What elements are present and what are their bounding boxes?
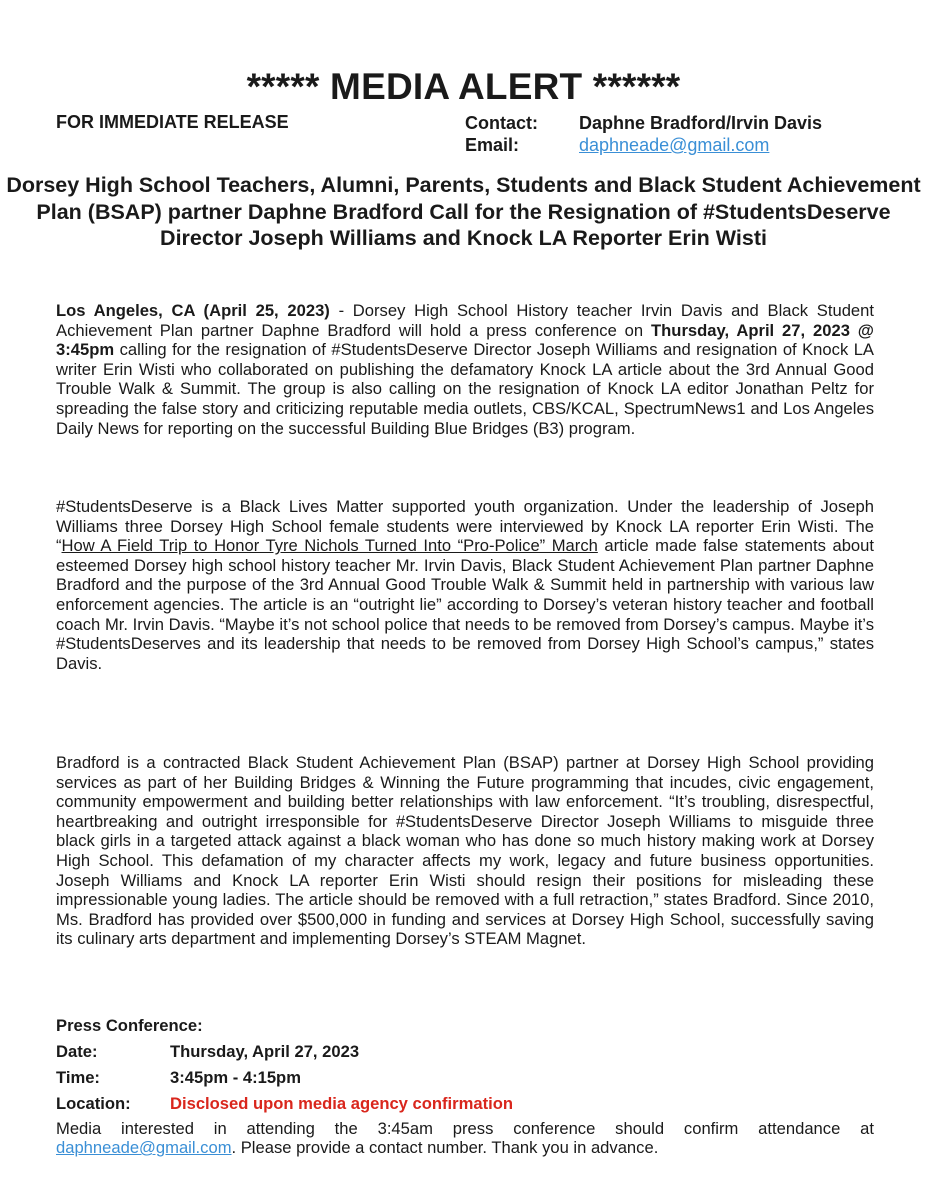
press-time-row bbox=[56, 1068, 513, 1094]
article-text-1: #StudentsDeserve is a Black Lives Matter supported youth organization. Under the leadership of Joseph Williams three Dorsey High School female students were interviewed by Knock LA reporter Erin Wisti. The “ bbox=[56, 497, 874, 556]
intro-text-1: - Dorsey High School History teacher Irvin Davis and Black Student Achievement Plan partner Daphne Bradford will hold a press conference on bbox=[56, 301, 875, 340]
email-row bbox=[465, 135, 822, 157]
press-conference-heading: Press Conference: bbox=[56, 1016, 203, 1035]
press-time-value: 3:45pm - 4:15pm bbox=[170, 1068, 301, 1087]
article-text-2: article made false statements about esteemed Dorsey high school history teacher Mr. Irvin Davis, Black Student Achievement Plan partner Daphne Bradford and the purpose of the 3rd Annual Good Trouble Walk & Summit held in partnership with various law enforcement agencies. The article is an “outright lie” according to Dorsey’s veteran history teacher and football coach Mr. Irvin Davis. “Maybe it’s not school police that needs to be removed from Dorsey’s campus. Maybe it’s #StudentsDeserves and its leadership that needs to be removed from Dorsey High School’s campus,” states Davis. bbox=[56, 536, 874, 673]
press-location-value: Disclosed upon media agency confirmation bbox=[170, 1094, 514, 1113]
article-title-link[interactable]: How A Field Trip to Honor Tyre Nichols Turned Into “Pro-Police” March bbox=[61, 536, 598, 556]
email-label: Email: bbox=[465, 135, 520, 155]
paragraph-bradford: Bradford is a contracted Black Student Achievement Plan (BSAP) partner at Dorsey High School providing services as part of her Building Bridges & Winning the Future programming that incudes, civic engagement, community empowerment and building better relationships with law enforcement. “It’s troubling, disrespectful, heartbreaking and outright irresponsible for #StudentsDeserve Director Joseph Williams to misguide three black girls in a targeted attack against a black woman who has done so much history making work at Dorsey High School. This defamation of my character affects my work, legacy and future business opportunities. Joseph Williams and Knock LA reporter Erin Wisti should resign their positions for misleading these impressionable young ladies. The article should be removed with a full retraction,” states Bradford. Since 2010, Ms. Bradford has provided over $500,000 in funding and services at Dorsey High School, successfully saving its culinary arts department and implementing Dorsey’s STEAM Magnet. bbox=[56, 753, 874, 949]
event-date-bold: Thursday, April 27, 2023 @ 3:45pm bbox=[56, 320, 874, 360]
closing-email-link[interactable]: daphneade@gmail.com bbox=[56, 1138, 232, 1157]
press-date-value: Thursday, April 27, 2023 bbox=[170, 1042, 360, 1061]
paragraph-intro bbox=[56, 301, 874, 438]
closing-text-2: . Please provide a contact number. Thank you in advance. bbox=[231, 1138, 659, 1157]
press-headline: Dorsey High School Teachers, Alumni, Parents, Students and Black Student Achievement Plan (BSAP) partner Daphne Bradford Call for the Resignation of #StudentsDeserve Director Joseph Williams and Knock LA Reporter Erin Wisti bbox=[6, 173, 921, 250]
contact-block bbox=[465, 113, 822, 157]
press-date-label: Date: bbox=[56, 1042, 98, 1061]
press-date-row bbox=[56, 1042, 513, 1068]
paragraph-article bbox=[56, 497, 874, 673]
contact-email-link[interactable]: daphneade@gmail.com bbox=[579, 135, 770, 155]
press-location-label: Location: bbox=[56, 1094, 131, 1113]
release-label: FOR IMMEDIATE RELEASE bbox=[56, 112, 289, 132]
media-alert-title: ***** MEDIA ALERT ****** bbox=[246, 66, 681, 107]
closing-text-1: Media interested in attending the 3:45am press conference should confirm attendance at bbox=[56, 1119, 874, 1138]
press-time-label: Time: bbox=[56, 1068, 100, 1087]
closing-paragraph bbox=[56, 1119, 874, 1157]
contact-label: Contact: bbox=[465, 113, 538, 133]
contact-row bbox=[465, 113, 822, 135]
intro-text-2: calling for the resignation of #StudentsDeserve Director Joseph Williams and resignation of Knock LA writer Erin Wisti who collaborated on publishing the defamatory Knock LA article about the 3rd Annual Good Trouble Walk & Summit. The group is also calling on the resignation of Knock LA editor Jonathan Peltz for spreading the false story and criticizing reputable media outlets, CBS/KCAL, SpectrumNews1 and Los Angeles Daily News for reporting on the successful Building Blue Bridges (B3) program. bbox=[56, 340, 874, 438]
contact-names: Daphne Bradford/Irvin Davis bbox=[579, 113, 823, 133]
press-conference-details bbox=[56, 1016, 513, 1120]
dateline: Los Angeles, CA (April 25, 2023) bbox=[56, 301, 330, 320]
press-location-row bbox=[56, 1094, 513, 1120]
